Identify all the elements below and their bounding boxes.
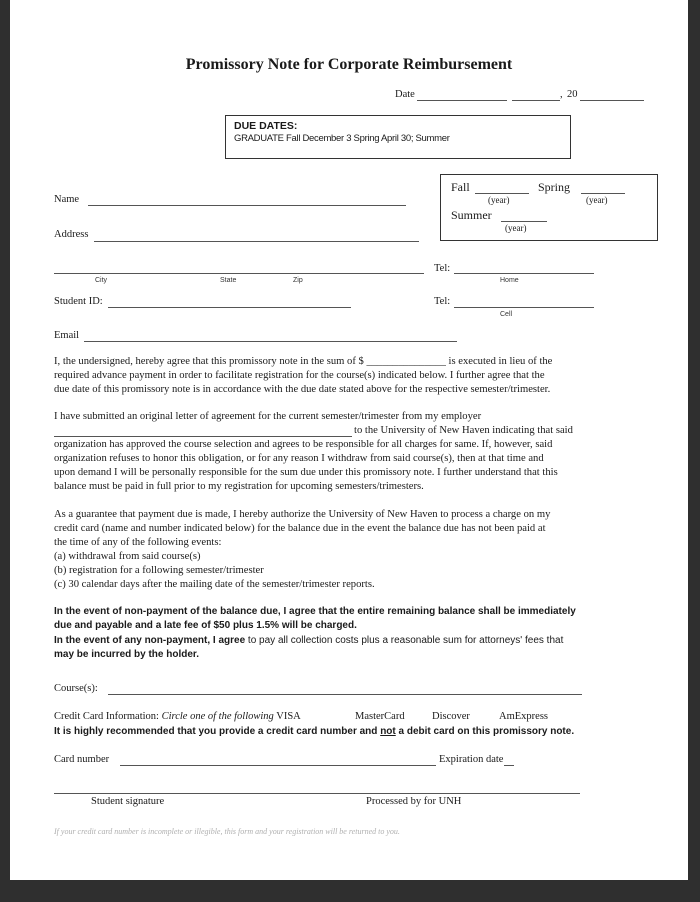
tel-home-label: Tel: [434, 263, 451, 274]
card-number-field[interactable] [120, 765, 436, 766]
date-day-field[interactable] [512, 100, 560, 101]
date-sep: , [560, 89, 563, 100]
tel-home-field[interactable] [454, 273, 594, 274]
student-id-field[interactable] [108, 307, 351, 308]
term-fall-year-hint: (year) [488, 195, 510, 205]
date-field[interactable] [417, 100, 507, 101]
city-state-zip-field[interactable] [54, 273, 424, 274]
term-summer-field[interactable] [501, 221, 547, 222]
event-c: (c) 30 calendar days after the mailing date of the semester/trimester reports. [54, 579, 375, 590]
date-label: Date [395, 89, 415, 100]
collection-costs-rest: to pay all collection costs plus a reasonable sum for attorneys' fees that [245, 635, 564, 646]
term-spring-field[interactable] [581, 193, 625, 194]
paragraph-1-line-2: required advance payment in order to facilitate registration for the course(s) indicated below. I further agree that the [54, 370, 545, 381]
recommend-not: not [380, 726, 396, 737]
paragraph-2-line-3: organization has approved the course selection and agrees to be responsible for all charges for same. If, however, said [54, 439, 553, 450]
credit-card-instruction: Circle one of the following [161, 711, 274, 722]
expiration-date-field[interactable] [504, 765, 514, 766]
paragraph-1-line-3: due date of this promissory note is in accordance with the due date stated above for the respective semester/trimester. [54, 384, 551, 395]
collection-costs-bold: In the event of any non-payment, I agree [54, 635, 246, 646]
page-title: Promissory Note for Corporate Reimbursement [185, 56, 513, 73]
home-hint: Home [500, 277, 519, 284]
term-summer-label: Summer [451, 208, 492, 222]
promissory-note-form [10, 0, 688, 880]
year-prefix: 20 [567, 89, 578, 100]
address-label: Address [54, 229, 89, 240]
signature-field[interactable] [54, 793, 580, 794]
cell-hint: Cell [500, 311, 513, 318]
paragraph-2-line-4: organization refuses to honor this obligation, or for any reason I withdraw from said course(s), then at that time and [54, 453, 544, 464]
event-b: (b) registration for a following semester/trimester [54, 565, 264, 576]
due-dates-text: GRADUATE Fall December 3 Spring April 30; Summer [234, 133, 450, 144]
paragraph-2-line-1: I have submitted an original letter of agreement for the current semester/trimester from my employer [54, 411, 482, 422]
late-fee-line-2: due and payable and a late fee of $50 plus 1.5% will be charged. [54, 620, 357, 631]
collection-costs-line-2: may be incurred by the holder. [54, 649, 200, 660]
expiration-date-label: Expiration date [439, 754, 504, 765]
paragraph-3-line-2: credit card (name and number indicated below) for the balance due in the event the balance due has not been paid at [54, 523, 546, 534]
email-label: Email [54, 330, 80, 341]
paragraph-2-line-6: balance must be paid in full prior to my registration for upcoming semesters/trimesters. [54, 481, 424, 492]
date-year-field[interactable] [580, 100, 644, 101]
collection-costs-line-1 [54, 634, 563, 648]
card-option-mastercard[interactable]: MasterCard [355, 711, 405, 722]
processed-by-label: Processed by for UNH [366, 796, 462, 807]
term-fall-field[interactable] [475, 193, 529, 194]
name-label: Name [54, 194, 80, 205]
credit-card-recommendation [54, 725, 574, 739]
term-spring-label: Spring [538, 180, 571, 194]
paragraph-1-line-1: I, the undersigned, hereby agree that this promissory note in the sum of $ _______________ is executed in lieu of the [54, 356, 553, 367]
student-id-label: Student ID: [54, 296, 103, 307]
credit-card-line [54, 711, 301, 722]
name-field[interactable] [88, 205, 406, 206]
recommend-part-b: a debit card on this promissory note. [398, 726, 575, 737]
term-fall-label: Fall [451, 180, 470, 194]
due-dates-box [225, 115, 571, 159]
term-spring-year-hint: (year) [586, 195, 608, 205]
paragraph-2-line-2: to the University of New Haven indicating that said [354, 425, 573, 436]
due-dates-heading: DUE DATES: [234, 120, 298, 132]
paragraph-2-line-5: upon demand I will be personally responsible for the sum due under this promissory note. I further understand that this [54, 467, 558, 478]
address-field[interactable] [94, 241, 419, 242]
card-number-label: Card number [54, 754, 110, 765]
email-field[interactable] [84, 341, 457, 342]
paragraph-3-line-3: the time of any of the following events: [54, 537, 222, 548]
credit-card-label: Credit Card Information: [54, 711, 159, 722]
term-summer-year-hint: (year) [505, 223, 527, 233]
tel-cell-label: Tel: [434, 296, 451, 307]
paragraph-3-line-1: As a guarantee that payment due is made, I hereby authorize the University of New Haven to process a charge on my [54, 509, 551, 520]
zip-hint: Zip [293, 277, 303, 284]
state-hint: State [220, 277, 237, 284]
city-hint: City [95, 277, 108, 284]
card-option-amexpress[interactable]: AmExpress [499, 711, 548, 722]
courses-field[interactable] [108, 694, 582, 695]
footer-note: If your credit card number is incomplete or illegible, this form and your registration will be returned to you. [54, 827, 400, 836]
courses-label: Course(s): [54, 683, 98, 694]
event-a: (a) withdrawal from said course(s) [54, 551, 201, 562]
recommend-part-a: It is highly recommended that you provide a credit card number and [54, 726, 378, 737]
employer-field[interactable] [54, 436, 352, 437]
late-fee-line-1: In the event of non-payment of the balance due, I agree that the entire remaining balance shall be immediately [54, 606, 576, 617]
card-option-discover[interactable]: Discover [432, 711, 470, 722]
tel-cell-field[interactable] [454, 307, 594, 308]
student-signature-label: Student signature [91, 796, 165, 807]
term-box [440, 174, 658, 241]
card-option-visa[interactable]: VISA [276, 711, 301, 722]
